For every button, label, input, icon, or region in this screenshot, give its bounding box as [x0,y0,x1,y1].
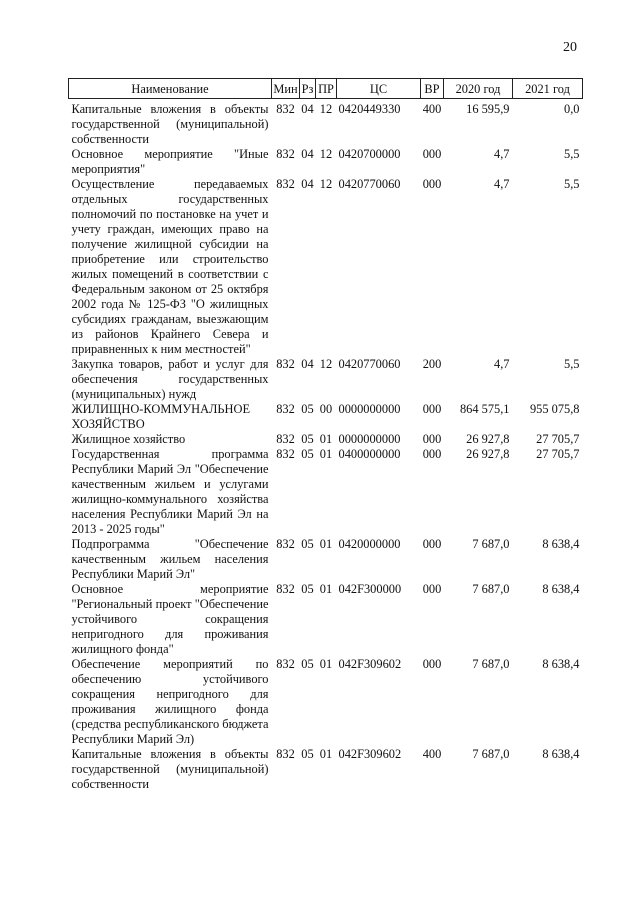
table-header-row [69,79,583,99]
row-2021: 5,5 [564,147,580,161]
row-2021: 8 638,4 [542,657,580,671]
row-name: Государственная программа Республики Марий Эл "Обеспечение качественным жильем и услугами жилищно-коммунального хозяйства населения Республики Марий Эл на 2013 - 2025 годы" [71,447,269,536]
row-2020: 7 687,0 [472,537,510,551]
row-cs: 0420449330 [338,102,401,116]
row-cs: 042F309602 [338,657,402,671]
table-row [69,357,583,402]
row-rz: 05 [301,537,314,551]
row-cs: 0420000000 [338,537,401,551]
header-cs: ЦС [337,79,421,99]
row-vr: 400 [422,747,442,761]
row-name: Подпрограмма "Обеспечение качественным жильем населения Республики Марий Эл" [71,537,269,581]
table-row [69,177,583,357]
row-min: 832 [276,537,295,551]
row-vr: 400 [422,102,442,116]
row-vr: 000 [422,402,442,416]
row-rz: 04 [301,147,314,161]
row-2021: 8 638,4 [542,582,580,596]
row-name: Основное мероприятие "Региональный проект "Обеспечение устойчивого сокращения непригодного для проживания жилищного фонда" [71,582,269,656]
row-cs: 0400000000 [338,447,401,461]
row-vr: 000 [422,447,442,461]
row-name: Основное мероприятие "Иные мероприятия" [71,147,269,176]
row-pr: 12 [319,357,333,371]
row-name: Жилищное хозяйство [71,432,186,446]
row-min: 832 [276,102,295,116]
row-vr: 000 [422,657,442,671]
row-2021: 27 705,7 [536,432,580,446]
row-cs: 0420770060 [338,177,401,191]
row-2020: 7 687,0 [472,657,510,671]
row-min: 832 [276,402,295,416]
row-pr: 01 [319,447,333,461]
table-row [69,747,583,792]
row-pr: 01 [319,582,333,596]
header-2021: 2021 год [513,79,583,99]
header-2020: 2020 год [444,79,513,99]
row-name: ЖИЛИЩНО-КОММУНАЛЬНОЕ ХОЗЯЙСТВО [71,402,251,431]
row-rz: 05 [301,747,314,761]
row-cs: 0420770060 [338,357,401,371]
row-rz: 05 [301,432,314,446]
header-pr: ПР [316,79,337,99]
row-vr: 000 [422,582,442,596]
row-2020: 864 575,1 [459,402,510,416]
row-pr: 00 [319,402,333,416]
row-2020: 16 595,9 [466,102,510,116]
budget-table [68,78,583,792]
table-row [69,147,583,177]
header-name: Наименование [69,79,272,99]
row-cs: 042F300000 [338,582,402,596]
row-2021: 27 705,7 [536,447,580,461]
row-pr: 01 [319,432,333,446]
row-cs: 0000000000 [338,402,401,416]
row-2021: 5,5 [564,177,580,191]
table-row [69,99,583,148]
row-name: Осуществление передаваемых отдельных государственных полномочий по постановке на учет и учету граждан, имеющих право на получение жилищной субсидии на приобретение или строительство жилых помещений в соответствии с Федеральным законом от 25 октября 2002 года № 125-ФЗ "О жилищных субсидиях гражданам, выезжающим из районов Крайнего Севера и приравненных к ним местностей" [71,177,269,356]
row-min: 832 [276,582,295,596]
row-vr: 200 [422,357,442,371]
row-rz: 05 [301,582,314,596]
row-2021: 8 638,4 [542,747,580,761]
table-row [69,447,583,537]
row-min: 832 [276,657,295,671]
row-pr: 01 [319,657,333,671]
row-2020: 26 927,8 [466,447,510,461]
row-name: Обеспечение мероприятий по обеспечению устойчивого сокращения непригодного для проживания жилищного фонда (средства республиканского бюджета Республики Марий Эл) [71,657,269,746]
page-number: 20 [563,40,577,55]
table-row [69,657,583,747]
row-2021: 5,5 [564,357,580,371]
table-row [69,432,583,447]
row-rz: 04 [301,357,314,371]
row-min: 832 [276,147,295,161]
row-cs: 0420700000 [338,147,401,161]
row-min: 832 [276,747,295,761]
row-pr: 12 [319,102,333,116]
row-rz: 05 [301,402,314,416]
row-rz: 04 [301,177,314,191]
row-rz: 05 [301,447,314,461]
row-vr: 000 [422,147,442,161]
row-vr: 000 [422,177,442,191]
table-row [69,537,583,582]
row-2020: 4,7 [494,177,510,191]
row-rz: 04 [301,102,314,116]
header-min: Мин [272,79,300,99]
row-cs: 0000000000 [338,432,401,446]
row-2021: 8 638,4 [542,537,580,551]
row-2020: 26 927,8 [466,432,510,446]
row-vr: 000 [422,432,442,446]
row-pr: 12 [319,147,333,161]
row-name: Капитальные вложения в объекты государственной (муниципальной) собственности [71,747,269,791]
row-cs: 042F309602 [338,747,402,761]
header-vr: ВР [421,79,444,99]
row-2021: 0,0 [564,102,580,116]
row-pr: 12 [319,177,333,191]
row-min: 832 [276,357,295,371]
row-min: 832 [276,447,295,461]
header-rz: Рз [300,79,316,99]
table-row [69,402,583,432]
table-row [69,582,583,657]
row-2021: 955 075,8 [529,402,580,416]
row-2020: 4,7 [494,147,510,161]
table-body [69,99,583,793]
row-name: Капитальные вложения в объекты государственной (муниципальной) собственности [71,102,269,146]
row-min: 832 [276,177,295,191]
row-2020: 4,7 [494,357,510,371]
row-pr: 01 [319,537,333,551]
row-min: 832 [276,432,295,446]
row-2020: 7 687,0 [472,747,510,761]
row-pr: 01 [319,747,333,761]
row-name: Закупка товаров, работ и услуг для обеспечения государственных (муниципальных) нужд [71,357,269,401]
row-rz: 05 [301,657,314,671]
row-2020: 7 687,0 [472,582,510,596]
row-vr: 000 [422,537,442,551]
